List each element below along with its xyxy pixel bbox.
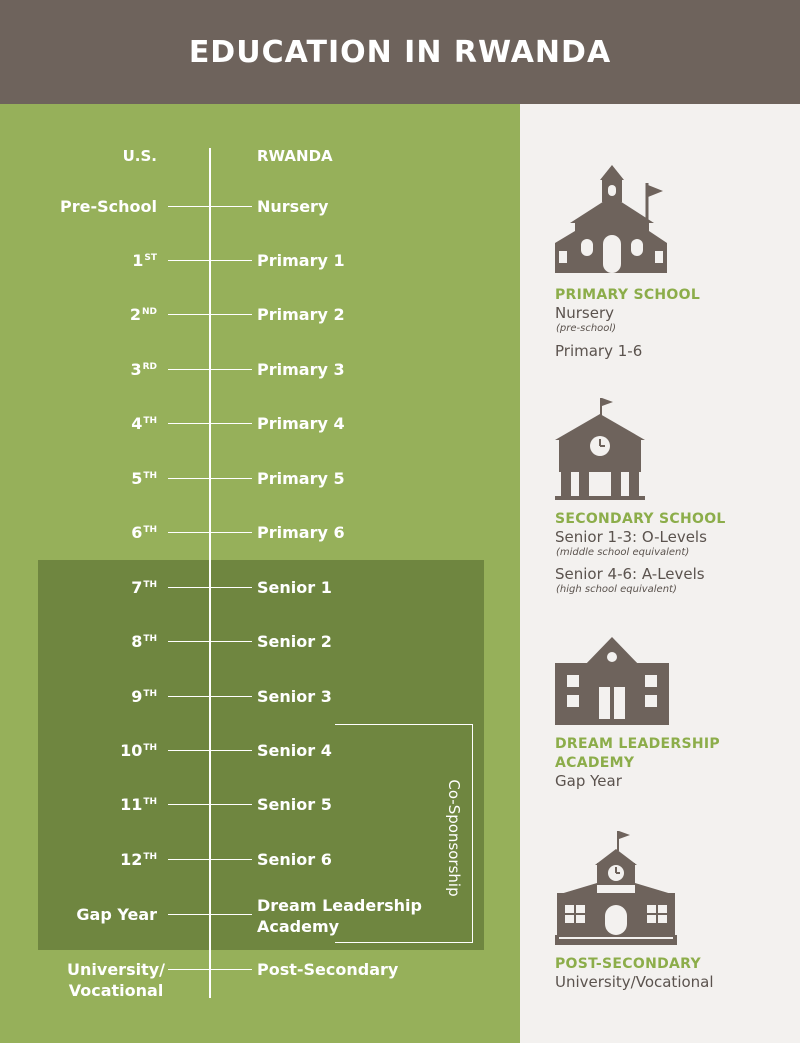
us-grade: 11TH [120, 795, 157, 814]
us-grade: 10TH [120, 741, 157, 760]
schoolhouse-icon [555, 163, 670, 275]
rwanda-grade: Senior 1 [257, 578, 332, 597]
us-grade: Gap Year [76, 905, 157, 924]
us-grade: 12TH [120, 850, 157, 869]
rwanda-grade: Post-Secondary [257, 960, 399, 979]
rwanda-grade: Senior 3 [257, 687, 332, 706]
row-connector [168, 532, 252, 533]
us-grade: 6TH [131, 523, 157, 542]
us-grade: 2ND [129, 305, 157, 324]
rwanda-grade: Primary 6 [257, 523, 345, 542]
row-connector [168, 206, 252, 207]
university-icon [555, 829, 677, 945]
row-connector [168, 859, 252, 860]
row-connector [168, 478, 252, 479]
us-grade: Pre-School [60, 197, 157, 216]
us-grade: 5TH [131, 469, 157, 488]
row-connector [168, 260, 252, 261]
row-connector [168, 696, 252, 697]
us-grade: 1ST [132, 251, 157, 270]
post-secondary-title: POST-SECONDARY [555, 956, 701, 972]
row-connector [168, 804, 252, 805]
rwanda-grade: Senior 4 [257, 741, 332, 760]
secondary-note2: (high school equivalent) [556, 584, 677, 595]
row-connector [168, 914, 252, 915]
row-connector [168, 369, 252, 370]
secondary-note1: (middle school equivalent) [556, 547, 690, 558]
header-banner [0, 0, 800, 104]
us-grade: 8TH [131, 632, 157, 651]
rwanda-grade: Primary 5 [257, 469, 345, 488]
clock-building-icon [555, 396, 645, 500]
row-connector [168, 314, 252, 315]
us-grade: 9TH [131, 687, 157, 706]
rwanda-grade: Senior 6 [257, 850, 332, 869]
academy-line1: Gap Year [555, 772, 622, 790]
rwanda-grade: Dream Leadership Academy [257, 896, 422, 936]
rwanda-grade: Primary 3 [257, 360, 345, 379]
rwanda-grade: Primary 4 [257, 414, 345, 433]
rwanda-grade: Senior 2 [257, 632, 332, 651]
rwanda-column-header: RWANDA [257, 147, 333, 165]
post-secondary-line1: University/Vocational [555, 973, 714, 991]
us-grade: University/ Vocational [67, 960, 165, 1000]
primary-line1: Nursery [555, 304, 614, 322]
us-grade: 7TH [131, 578, 157, 597]
rwanda-grade: Nursery [257, 197, 329, 216]
academy-building-icon [555, 637, 669, 725]
rwanda-grade: Primary 2 [257, 305, 345, 324]
primary-school-title: PRIMARY SCHOOL [555, 287, 701, 303]
primary-note: (pre-school) [556, 323, 617, 334]
row-connector [168, 969, 252, 970]
row-connector [168, 641, 252, 642]
secondary-school-title: SECONDARY SCHOOL [555, 511, 726, 527]
page-title: EDUCATION IN RWANDA [188, 34, 612, 70]
secondary-line2: Senior 4-6: A-Levels [555, 565, 705, 583]
timeline-axis [209, 148, 211, 998]
us-grade: 3RD [130, 360, 157, 379]
us-grade: 4TH [131, 414, 157, 433]
row-connector [168, 750, 252, 751]
rwanda-grade: Senior 5 [257, 795, 332, 814]
row-connector [168, 423, 252, 424]
secondary-line1: Senior 1-3: O-Levels [555, 528, 707, 546]
academy-title: DREAM LEADERSHIP ACADEMY [555, 736, 720, 771]
row-connector [168, 587, 252, 588]
rwanda-grade: Primary 1 [257, 251, 345, 270]
primary-line2: Primary 1-6 [555, 342, 643, 360]
us-column-header: U.S. [122, 147, 157, 165]
